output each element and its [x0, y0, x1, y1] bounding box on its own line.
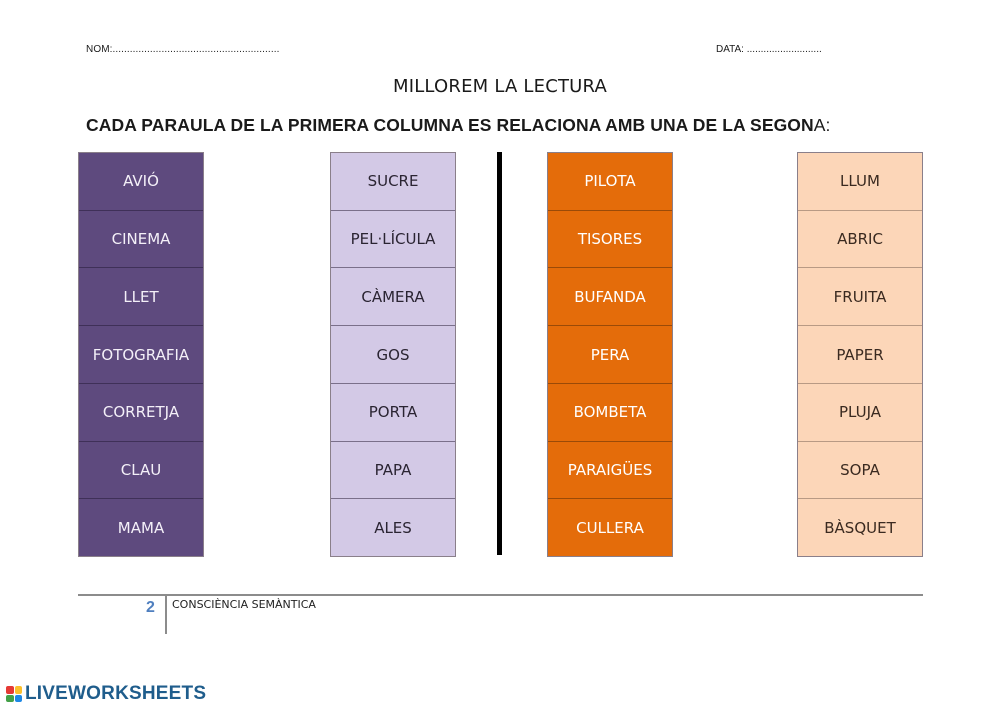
word-cell[interactable]: ALES	[374, 518, 412, 537]
word-cell[interactable]: CLAU	[79, 442, 203, 500]
word-cell[interactable]: LLUM	[798, 153, 922, 211]
word-cell[interactable]: BÀSQUET	[824, 518, 896, 537]
word-column-3	[547, 152, 673, 557]
word-cell[interactable]: PEL·LÍCULA	[331, 211, 455, 269]
word-cell[interactable]: PAPA	[331, 442, 455, 500]
word-cell[interactable]: CÀMERA	[331, 268, 455, 326]
date-field-label: DATA: ...........................	[716, 44, 822, 55]
word-cell[interactable]: PLUJA	[798, 384, 922, 442]
word-cell[interactable]: SOPA	[798, 442, 922, 500]
footer-divider	[78, 594, 923, 596]
word-cell[interactable]: FRUITA	[798, 268, 922, 326]
page-title: MILLOREM LA LECTURA	[392, 76, 608, 97]
footer-vertical-divider	[165, 594, 167, 634]
name-field-label: NOM:..........................................................	[86, 44, 280, 55]
footer-section-label: CONSCIÈNCIA SEMÀNTICA	[172, 598, 316, 611]
column-divider	[497, 152, 502, 555]
brand-text: LIVEWORKSHEETS	[25, 683, 207, 704]
word-column-1	[78, 152, 204, 557]
word-cell[interactable]: PARAIGÜES	[548, 442, 672, 500]
word-cell[interactable]: BUFANDA	[548, 268, 672, 326]
word-cell[interactable]: TISORES	[548, 211, 672, 269]
page-number: 2	[146, 599, 155, 616]
word-cell[interactable]: PERA	[548, 326, 672, 384]
word-cell[interactable]: SUCRE	[331, 153, 455, 211]
instruction-tail: A:	[813, 115, 831, 135]
word-cell[interactable]: CINEMA	[79, 211, 203, 269]
liveworksheets-brand[interactable]	[6, 683, 206, 705]
word-cell[interactable]: PILOTA	[548, 153, 672, 211]
instruction-text	[86, 115, 831, 136]
liveworksheets-logo-icon	[6, 686, 22, 702]
instruction-main: CADA PARAULA DE LA PRIMERA COLUMNA ES RELACIONA AMB UNA DE LA SEGON	[86, 115, 814, 135]
word-cell[interactable]: PAPER	[798, 326, 922, 384]
word-cell[interactable]: ABRIC	[798, 211, 922, 269]
word-cell[interactable]: LLET	[79, 268, 203, 326]
word-cell[interactable]: CORRETJA	[79, 384, 203, 442]
word-column-2	[330, 152, 456, 557]
word-cell[interactable]: GOS	[331, 326, 455, 384]
word-column-4	[797, 152, 923, 557]
word-cell[interactable]: AVIÓ	[79, 153, 203, 211]
word-cell[interactable]: BOMBETA	[548, 384, 672, 442]
word-cell[interactable]: FOTOGRAFIA	[79, 326, 203, 384]
word-cell[interactable]: MAMA	[117, 518, 165, 537]
word-cell[interactable]: CULLERA	[576, 518, 644, 537]
word-cell[interactable]: PORTA	[331, 384, 455, 442]
